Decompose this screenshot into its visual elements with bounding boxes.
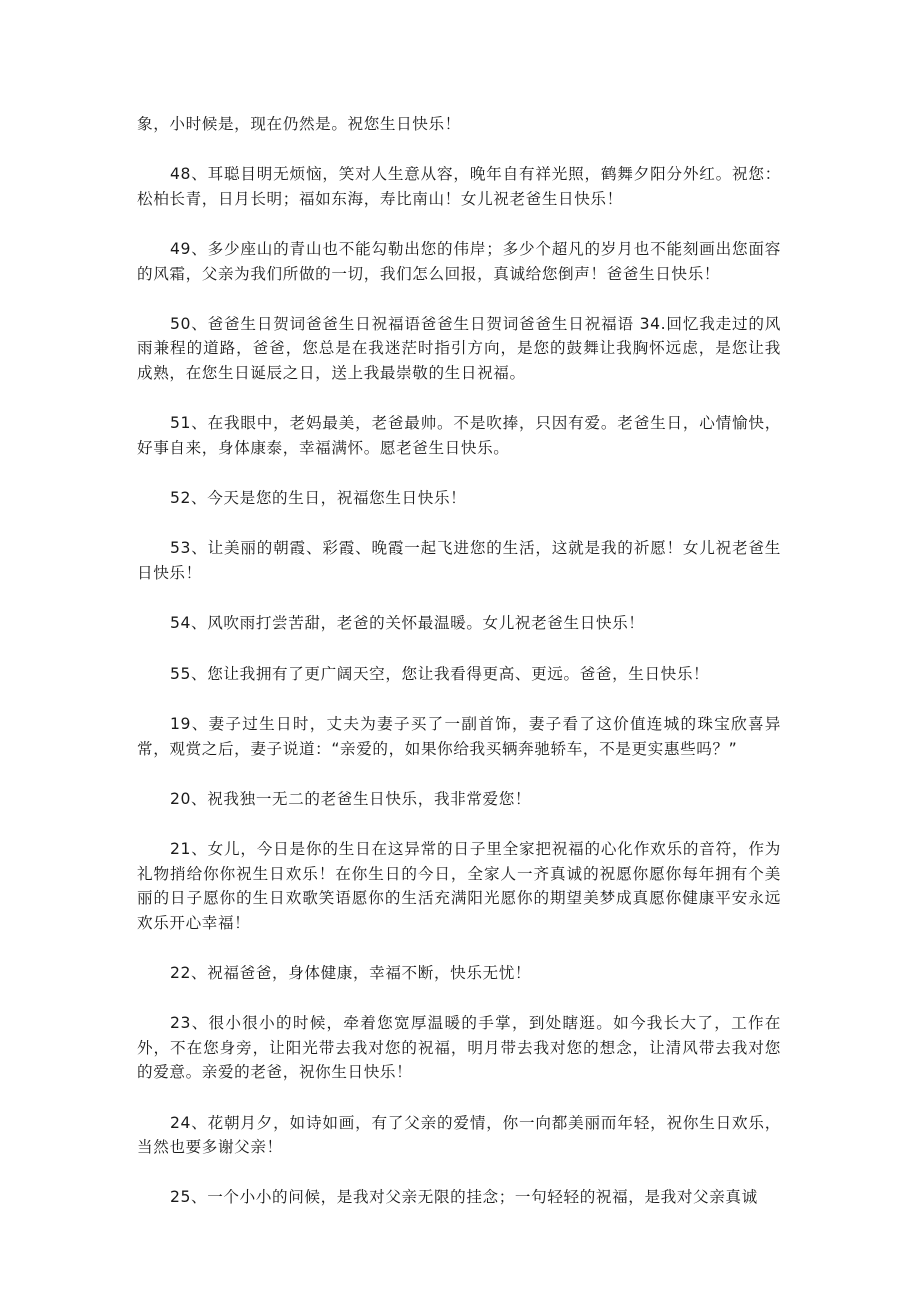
- paragraph-19: 19、妻子过生日时，丈夫为妻子买了一副首饰，妻子看了这价值连城的珠宝欣喜异常，观赏之后，妻子说道：“亲爱的，如果你给我买辆奔驰轿车，不是更实惠些吗？”: [137, 715, 781, 758]
- paragraph-24: 24、花朝月夕，如诗如画，有了父亲的爱情，你一向都美丽而年轻，祝你生日欢乐，当然也要多谢父亲！: [137, 1113, 781, 1156]
- paragraph-25: 25、一个小小的问候，是我对父亲无限的挂念；一句轻轻的祝福，是我对父亲真诚: [170, 1188, 758, 1207]
- paragraph-continuation: 象，小时候是，现在仍然是。祝您生日快乐！: [137, 115, 461, 133]
- document-body: [137, 112, 781, 1236]
- paragraph-49: 49、多少座山的青山也不能勾勒出您的伟岸；多少个超凡的岁月也不能刻画出您面容的风霜，父亲为我们所做的一切，我们怎么回报，真诚给您倒声！爸爸生日快乐！: [137, 240, 781, 283]
- paragraph-21: 21、女儿，今日是你的生日在这异常的日子里全家把祝福的心化作欢乐的音符，作为礼物捎给你你祝生日欢乐！在你生日的今日，全家人一齐真诚的祝愿你愿你每年拥有个美丽的日子愿你的生日欢歌笑语愿你的生活充满阳光愿你的期望美梦成真愿你健康平安永远欢乐开心幸福！: [137, 840, 781, 932]
- paragraph-50: 50、爸爸生日贺词爸爸生日祝福语爸爸生日贺词爸爸生日祝福语 34.回忆我走过的风雨兼程的道路，爸爸，您总是在我迷茫时指引方向，是您的鼓舞让我胸怀远虑，是您让我成熟，在您生日诞辰之日，送上我最崇敬的生日祝福。: [137, 315, 781, 382]
- paragraph-20: 20、祝我独一无二的老爸生日快乐，我非常爱您！: [170, 789, 532, 808]
- paragraph-48: 48、耳聪目明无烦恼，笑对人生意从容，晚年自有祥光照，鹤舞夕阳分外红。祝您：松柏长青，日月长明；福如东海，寿比南山！女儿祝老爸生日快乐！: [137, 165, 781, 208]
- paragraph-51: 51、在我眼中，老妈最美，老爸最帅。不是吹捧，只因有爱。老爸生日，心情愉快，好事自来，身体康泰，幸福满怀。愿老爸生日快乐。: [137, 414, 781, 457]
- paragraph-53: 53、让美丽的朝霞、彩霞、晚霞一起飞进您的生活，这就是我的祈愿！女儿祝老爸生日快乐！: [137, 539, 781, 582]
- paragraph-54: 54、风吹雨打尝苦甜，老爸的关怀最温暖。女儿祝老爸生日快乐！: [170, 614, 645, 633]
- paragraph-23: 23、很小很小的时候，牵着您宽厚温暖的手掌，到处瞎逛。如今我长大了，工作在外，不在您身旁，让阳光带去我对您的祝福，明月带去我对您的想念，让清风带去我对您的爱意。亲爱的老爸，祝你生日快乐！: [137, 1014, 781, 1082]
- paragraph-52: 52、今天是您的生日，祝福您生日快乐！: [170, 489, 467, 508]
- paragraph-22: 22、祝福爸爸，身体健康，幸福不断，快乐无忧！: [170, 963, 532, 982]
- paragraph-55: 55、您让我拥有了更广阔天空，您让我看得更高、更远。爸爸，生日快乐！: [170, 664, 710, 683]
